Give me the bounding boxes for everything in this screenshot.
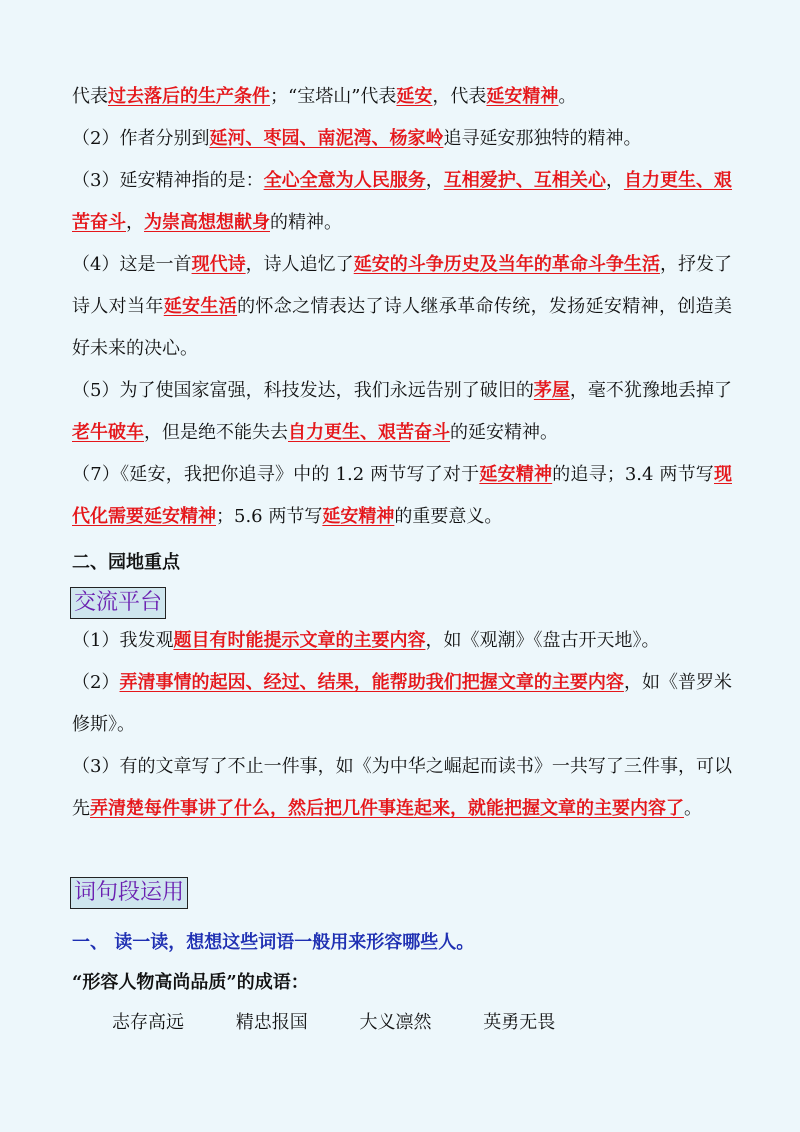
text: （5）为了使国家富强，科技发达，我们永远告别了破旧的 — [72, 380, 534, 401]
exchange-platform-label: 交流平台 — [70, 587, 166, 619]
key-answer: 茅屋 — [533, 380, 570, 401]
key-answer: 全心全意为人民服务 — [263, 170, 426, 191]
text: （1）我发观 — [72, 630, 174, 651]
paragraph-p5 — [72, 370, 732, 454]
text: ；“宝塔山”代表 — [270, 86, 397, 107]
text: ， — [425, 170, 444, 191]
key-answer: 现代化需要延安精神 — [72, 464, 732, 527]
key-answer: 延安精神 — [322, 506, 395, 527]
text: ， — [126, 212, 144, 233]
paragraph-p7 — [72, 454, 732, 538]
idiom-subheading: “形容人物高尚品质”的成语： — [72, 972, 309, 993]
text: （3）有的文章写了不止一件事，如《为中华之崛起而读书》一共写了三件事，可以先 — [72, 756, 732, 819]
key-answer: 延安 — [396, 86, 433, 107]
key-answer: 延安的斗争历史及当年的革命斗争生活 — [353, 254, 660, 275]
text: 的重要意义。 — [394, 506, 503, 527]
text: ，毫不犹豫地丢掉了 — [569, 380, 733, 401]
text: （3）延安精神指的是： — [72, 170, 264, 191]
key-answer: 自力更生、艰苦奋斗 — [288, 422, 450, 443]
key-answer: 题目有时能提示文章的主要内容 — [173, 630, 426, 651]
idiom-item: 精忠报国 — [235, 1012, 308, 1033]
text: ， — [605, 170, 624, 191]
paragraph-p2 — [72, 118, 732, 160]
section-heading: 二、园地重点 — [72, 552, 180, 573]
key-answer: 为崇高想想献身 — [144, 212, 270, 233]
key-answer: 延河、枣园、南泥湾、杨家岭 — [209, 128, 444, 149]
task-heading: 一、 读一读，想想这些词语一般用来形容哪些人。 — [72, 932, 475, 953]
text: （4）这是一首 — [72, 254, 192, 275]
text: 。 — [558, 86, 577, 107]
text: ；5.6 两节写 — [216, 506, 323, 527]
key-answer: 互相爱护、互相关心 — [443, 170, 606, 191]
text: ，如《普罗米修斯》。 — [72, 672, 733, 735]
key-answer: 弄清楚每件事讲了什么，然后把几件事连起来，就能把握文章的主要内容了 — [90, 798, 684, 819]
text: （2） — [72, 672, 120, 693]
paragraph-p4 — [72, 244, 732, 370]
text: ，代表 — [432, 86, 487, 107]
idiom-item: 志存高远 — [112, 1012, 184, 1033]
key-answer: 自力更生、艰苦奋斗 — [72, 170, 733, 233]
key-answer: 延安生活 — [163, 296, 238, 317]
paragraph-p3 — [72, 160, 732, 244]
text: （7）《延安，我把你追寻》中的 1.2 两节写了对于 — [72, 464, 480, 485]
text: ，如《观潮》《盘古开天地》。 — [425, 630, 660, 651]
idiom-item: 英勇无畏 — [483, 1012, 556, 1033]
key-answer: 弄清事情的起因、经过、结果，能帮助我们把握文章的主要内容 — [119, 672, 624, 693]
text: 的延安精神。 — [450, 422, 558, 443]
key-answer: 延安精神 — [486, 86, 559, 107]
idiom-item: 大义凛然 — [359, 1012, 432, 1033]
paragraph-q3 — [72, 746, 732, 830]
key-answer: 延安精神 — [479, 464, 553, 485]
text: 代表 — [72, 86, 108, 107]
text: 的怀念之情表达了诗人继承革命传统，发扬延安精神，创造美好未来的决心。 — [72, 296, 733, 359]
word-sentence-label: 词句段运用 — [70, 877, 188, 909]
text: 追寻延安那独特的精神。 — [443, 128, 642, 149]
paragraph-p1 — [72, 76, 732, 118]
text: （2）作者分别到 — [72, 128, 210, 149]
key-answer: 老牛破车 — [72, 422, 144, 443]
paragraph-q2 — [72, 662, 732, 746]
paragraph-q1 — [72, 620, 732, 662]
text: ，抒发了诗人对当年 — [72, 254, 733, 317]
key-answer: 现代诗 — [191, 254, 246, 275]
key-answer: 过去落后的生产条件 — [108, 86, 270, 107]
text: ，诗人追忆了 — [245, 254, 354, 275]
text: 的精神。 — [270, 212, 342, 233]
text: ，但是绝不能失去 — [144, 422, 288, 443]
text: 。 — [684, 798, 702, 819]
idiom-list — [112, 1008, 601, 1034]
text: 的追寻；3.4 两节写 — [552, 464, 714, 485]
